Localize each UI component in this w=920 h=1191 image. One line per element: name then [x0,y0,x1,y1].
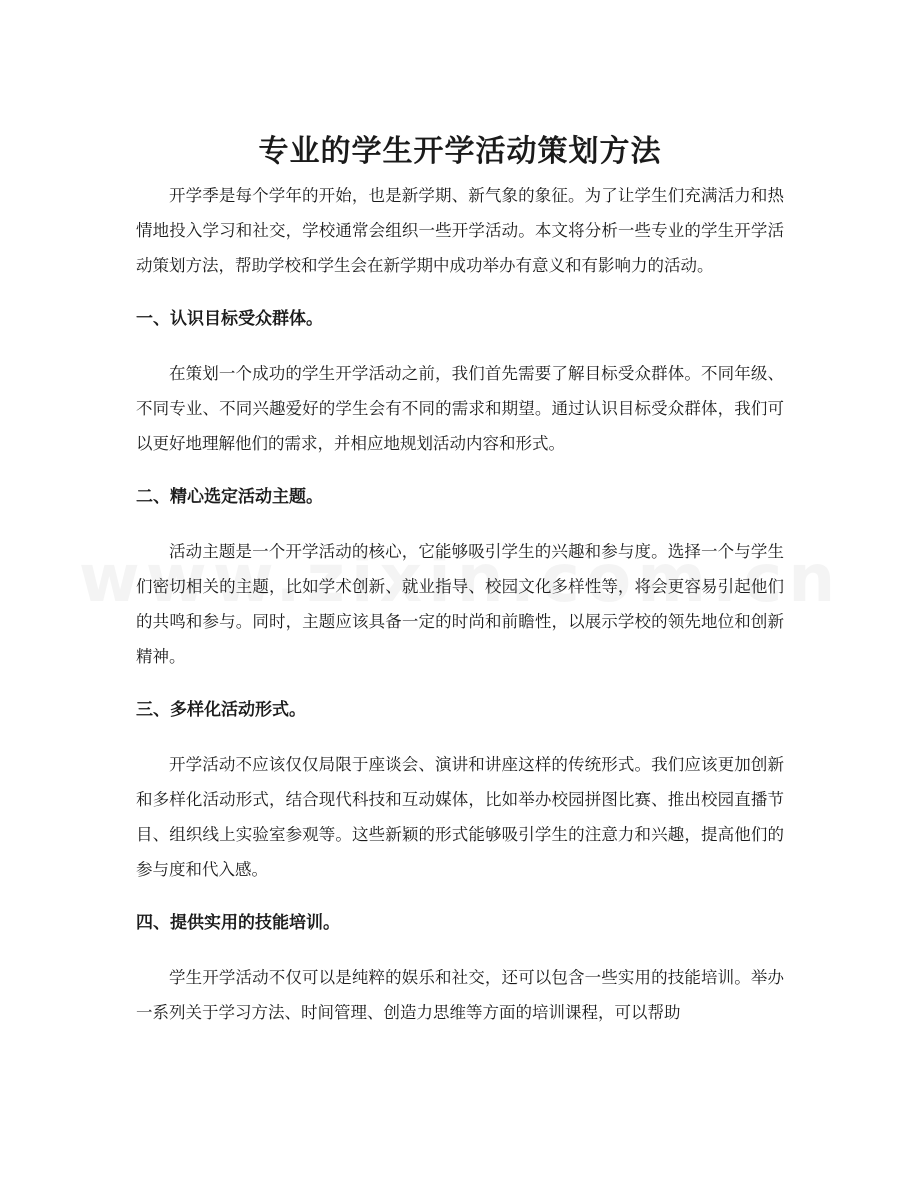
section-body-4: 学生开学活动不仅可以是纯粹的娱乐和社交，还可以包含一些实用的技能培训。举办一系列关于学习方法、时间管理、创造力思维等方面的培训课程，可以帮助 [136,968,784,1022]
page-title: 专业的学生开学活动策划方法 [258,134,662,170]
section-heading-2: 二、精心选定活动主题。 [136,487,323,507]
section-body-1: 在策划一个成功的学生开学活动之前，我们首先需要了解目标受众群体。不同年级、不同专业、不同兴趣爱好的学生会有不同的需求和期望。通过认识目标受众群体，我们可以更好地理解他们的需求，并相应地规划活动内容和形式。 [136,364,784,453]
spacer [136,674,784,693]
spacer [136,887,784,906]
spacer [136,461,784,480]
spacer [136,728,784,747]
section-body-3: 开学活动不应该仅仅局限于座谈会、演讲和讲座这样的传统形式。我们应该更加创新和多样化活动形式，结合现代科技和互动媒体，比如举办校园拼图比赛、推出校园直播节目、组织线上实验室参观等。这些新颖的形式能够吸引学生的注意力和兴趣，提高他们的参与度和代入感。 [136,755,784,879]
section-heading-3: 三、多样化活动形式。 [136,700,306,720]
spacer [136,941,784,960]
spacer [136,337,784,356]
spacer [136,283,784,302]
document-body [136,178,784,1030]
intro-paragraph: 开学季是每个学年的开始，也是新学期、新气象的象征。为了让学生们充满活力和热情地投入学习和社交，学校通常会组织一些开学活动。本文将分析一些专业的学生开学活动策划方法，帮助学校和学生会在新学期中成功举办有意义和有影响力的活动。 [136,186,784,275]
section-body-2: 活动主题是一个开学活动的核心，它能够吸引学生的兴趣和参与度。选择一个与学生们密切相关的主题，比如学术创新、就业指导、校园文化多样性等，将会更容易引起他们的共鸣和参与。同时，主题应该具备一定的时尚和前瞻性，以展示学校的领先地位和创新精神。 [136,542,784,666]
section-heading-4: 四、提供实用的技能培训。 [136,913,340,933]
spacer [136,515,784,534]
section-heading-1: 一、认识目标受众群体。 [136,309,323,329]
